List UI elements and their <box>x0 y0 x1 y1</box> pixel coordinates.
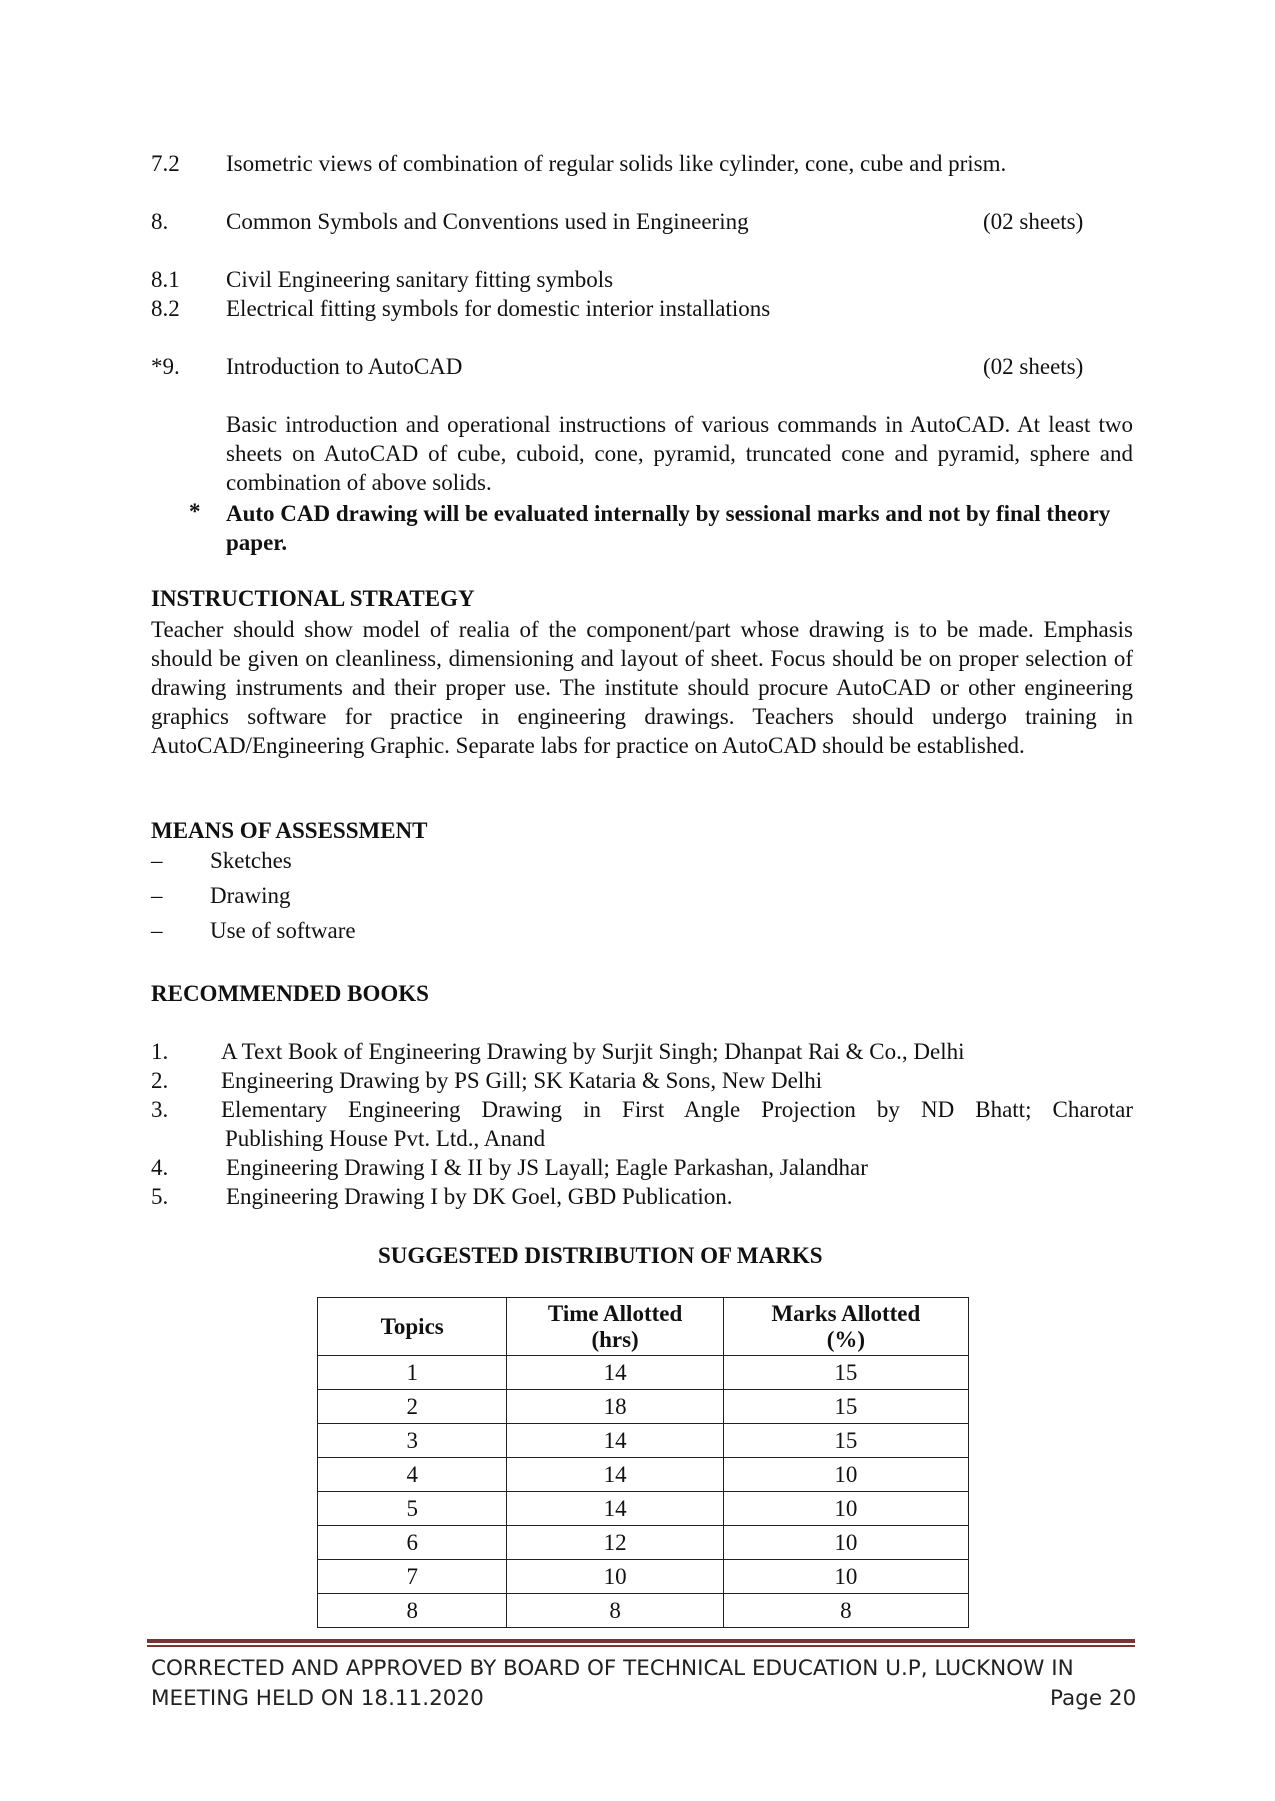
cell-marks: 15 <box>723 1424 968 1458</box>
list-bullet: – <box>151 918 163 943</box>
cell-topic: 3 <box>318 1424 507 1458</box>
cell-marks: 15 <box>723 1390 968 1424</box>
header-time <box>507 1298 723 1356</box>
autocad-paragraph: Basic introduction and operational instructions of various commands in AutoCAD. At least two sheets on AutoCAD of cube, cuboid, cone, pyramid, truncated cone and pyramid, sphere and combination of above solids. <box>226 412 1133 495</box>
autocad-note: Auto CAD drawing will be evaluated internally by sessional marks and not by final theory paper. <box>226 501 1111 555</box>
instructional-body: Teacher should show model of realia of the component/part whose drawing is to be made. Emphasis should be given on cleanliness, dimensioning and layout of sheet. Focus should be on proper selection of drawing instruments and their proper use. The institute should procure AutoCAD or other engineering graphics software for practice in engineering drawings. Teachers should undergo training in AutoCAD/Engineering Graphic. Separate labs for practice on AutoCAD should be established. <box>151 617 1133 758</box>
cell-topic: 6 <box>318 1526 507 1560</box>
table-row <box>318 1526 969 1560</box>
table-row <box>318 1390 969 1424</box>
header-label: Time Allotted <box>547 1300 683 1326</box>
list-bullet: – <box>151 848 163 873</box>
book-number: 4. <box>151 1155 169 1180</box>
cell-marks: 10 <box>723 1492 968 1526</box>
table-row <box>318 1424 969 1458</box>
list-bullet: – <box>151 883 163 908</box>
table-row <box>318 1356 969 1390</box>
cell-time: 18 <box>507 1390 723 1424</box>
section-text: Civil Engineering sanitary fitting symbols <box>226 267 614 292</box>
book-entry: Engineering Drawing I & II by JS Layall; Eagle Parkashan, Jalandhar <box>226 1155 868 1180</box>
footer-rule <box>147 1639 1135 1643</box>
cell-time: 14 <box>507 1458 723 1492</box>
book-number: 3. <box>151 1097 169 1122</box>
marks-title: SUGGESTED DISTRIBUTION OF MARKS <box>378 1243 823 1268</box>
book-entry: Elementary Engineering Drawing in First Angle Projection by ND Bhatt; Charotar <box>221 1097 1133 1122</box>
cell-time: 14 <box>507 1356 723 1390</box>
cell-topic: 7 <box>318 1560 507 1594</box>
footer-approval-line: CORRECTED AND APPROVED BY BOARD OF TECHNICAL EDUCATION U.P, LUCKNOW IN <box>151 1656 1074 1681</box>
table-row <box>318 1492 969 1526</box>
list-item: Sketches <box>210 848 292 873</box>
book-number: 5. <box>151 1184 169 1209</box>
footer-meeting-line: MEETING HELD ON 18.11.2020 <box>151 1686 484 1711</box>
assessment-heading: MEANS OF ASSESSMENT <box>151 818 428 843</box>
list-item: Drawing <box>210 883 291 908</box>
book-number: 1. <box>151 1039 169 1064</box>
table-header-row <box>318 1298 969 1356</box>
cell-time: 12 <box>507 1526 723 1560</box>
sheet-count: (02 sheets) <box>983 209 1084 234</box>
table-row <box>318 1458 969 1492</box>
table-row <box>318 1560 969 1594</box>
book-entry-continued: Publishing House Pvt. Ltd., Anand <box>225 1126 546 1151</box>
header-marks <box>723 1298 968 1356</box>
list-item: Use of software <box>210 918 356 943</box>
cell-time: 14 <box>507 1492 723 1526</box>
section-number: 7.2 <box>151 151 180 176</box>
cell-topic: 8 <box>318 1594 507 1628</box>
cell-marks: 10 <box>723 1560 968 1594</box>
marks-table <box>317 1297 969 1628</box>
header-unit: (%) <box>826 1326 866 1352</box>
header-label: Marks Allotted <box>771 1300 921 1326</box>
section-text: Electrical fitting symbols for domestic interior installations <box>226 296 771 321</box>
footer-rule-thin <box>147 1645 1135 1647</box>
page-number: Page 20 <box>1050 1686 1137 1711</box>
cell-topic: 2 <box>318 1390 507 1424</box>
section-text: Common Symbols and Conventions used in Engineering <box>226 209 749 234</box>
book-entry: Engineering Drawing by PS Gill; SK Kataria & Sons, New Delhi <box>221 1068 823 1093</box>
sheet-count: (02 sheets) <box>983 354 1084 379</box>
section-text: Isometric views of combination of regular solids like cylinder, cone, cube and prism. <box>226 151 1007 176</box>
section-number: *9. <box>151 354 180 379</box>
cell-time: 10 <box>507 1560 723 1594</box>
section-number: 8. <box>151 209 169 234</box>
table-row <box>318 1594 969 1628</box>
cell-marks: 10 <box>723 1458 968 1492</box>
book-entry: A Text Book of Engineering Drawing by Surjit Singh; Dhanpat Rai & Co., Delhi <box>221 1039 965 1064</box>
note-asterisk: * <box>189 499 201 524</box>
cell-marks: 8 <box>723 1594 968 1628</box>
cell-topic: 1 <box>318 1356 507 1390</box>
cell-marks: 10 <box>723 1526 968 1560</box>
cell-topic: 4 <box>318 1458 507 1492</box>
section-text: Introduction to AutoCAD <box>226 354 463 379</box>
section-number: 8.1 <box>151 267 180 292</box>
cell-time: 14 <box>507 1424 723 1458</box>
header-label: Topics <box>380 1313 444 1339</box>
book-number: 2. <box>151 1068 169 1093</box>
header-unit: (hrs) <box>591 1326 639 1352</box>
header-topics <box>318 1298 507 1356</box>
instructional-heading: INSTRUCTIONAL STRATEGY <box>151 586 475 611</box>
cell-topic: 5 <box>318 1492 507 1526</box>
books-heading: RECOMMENDED BOOKS <box>151 981 429 1006</box>
cell-marks: 15 <box>723 1356 968 1390</box>
book-entry: Engineering Drawing I by DK Goel, GBD Publication. <box>226 1184 733 1209</box>
section-number: 8.2 <box>151 296 180 321</box>
cell-time: 8 <box>507 1594 723 1628</box>
